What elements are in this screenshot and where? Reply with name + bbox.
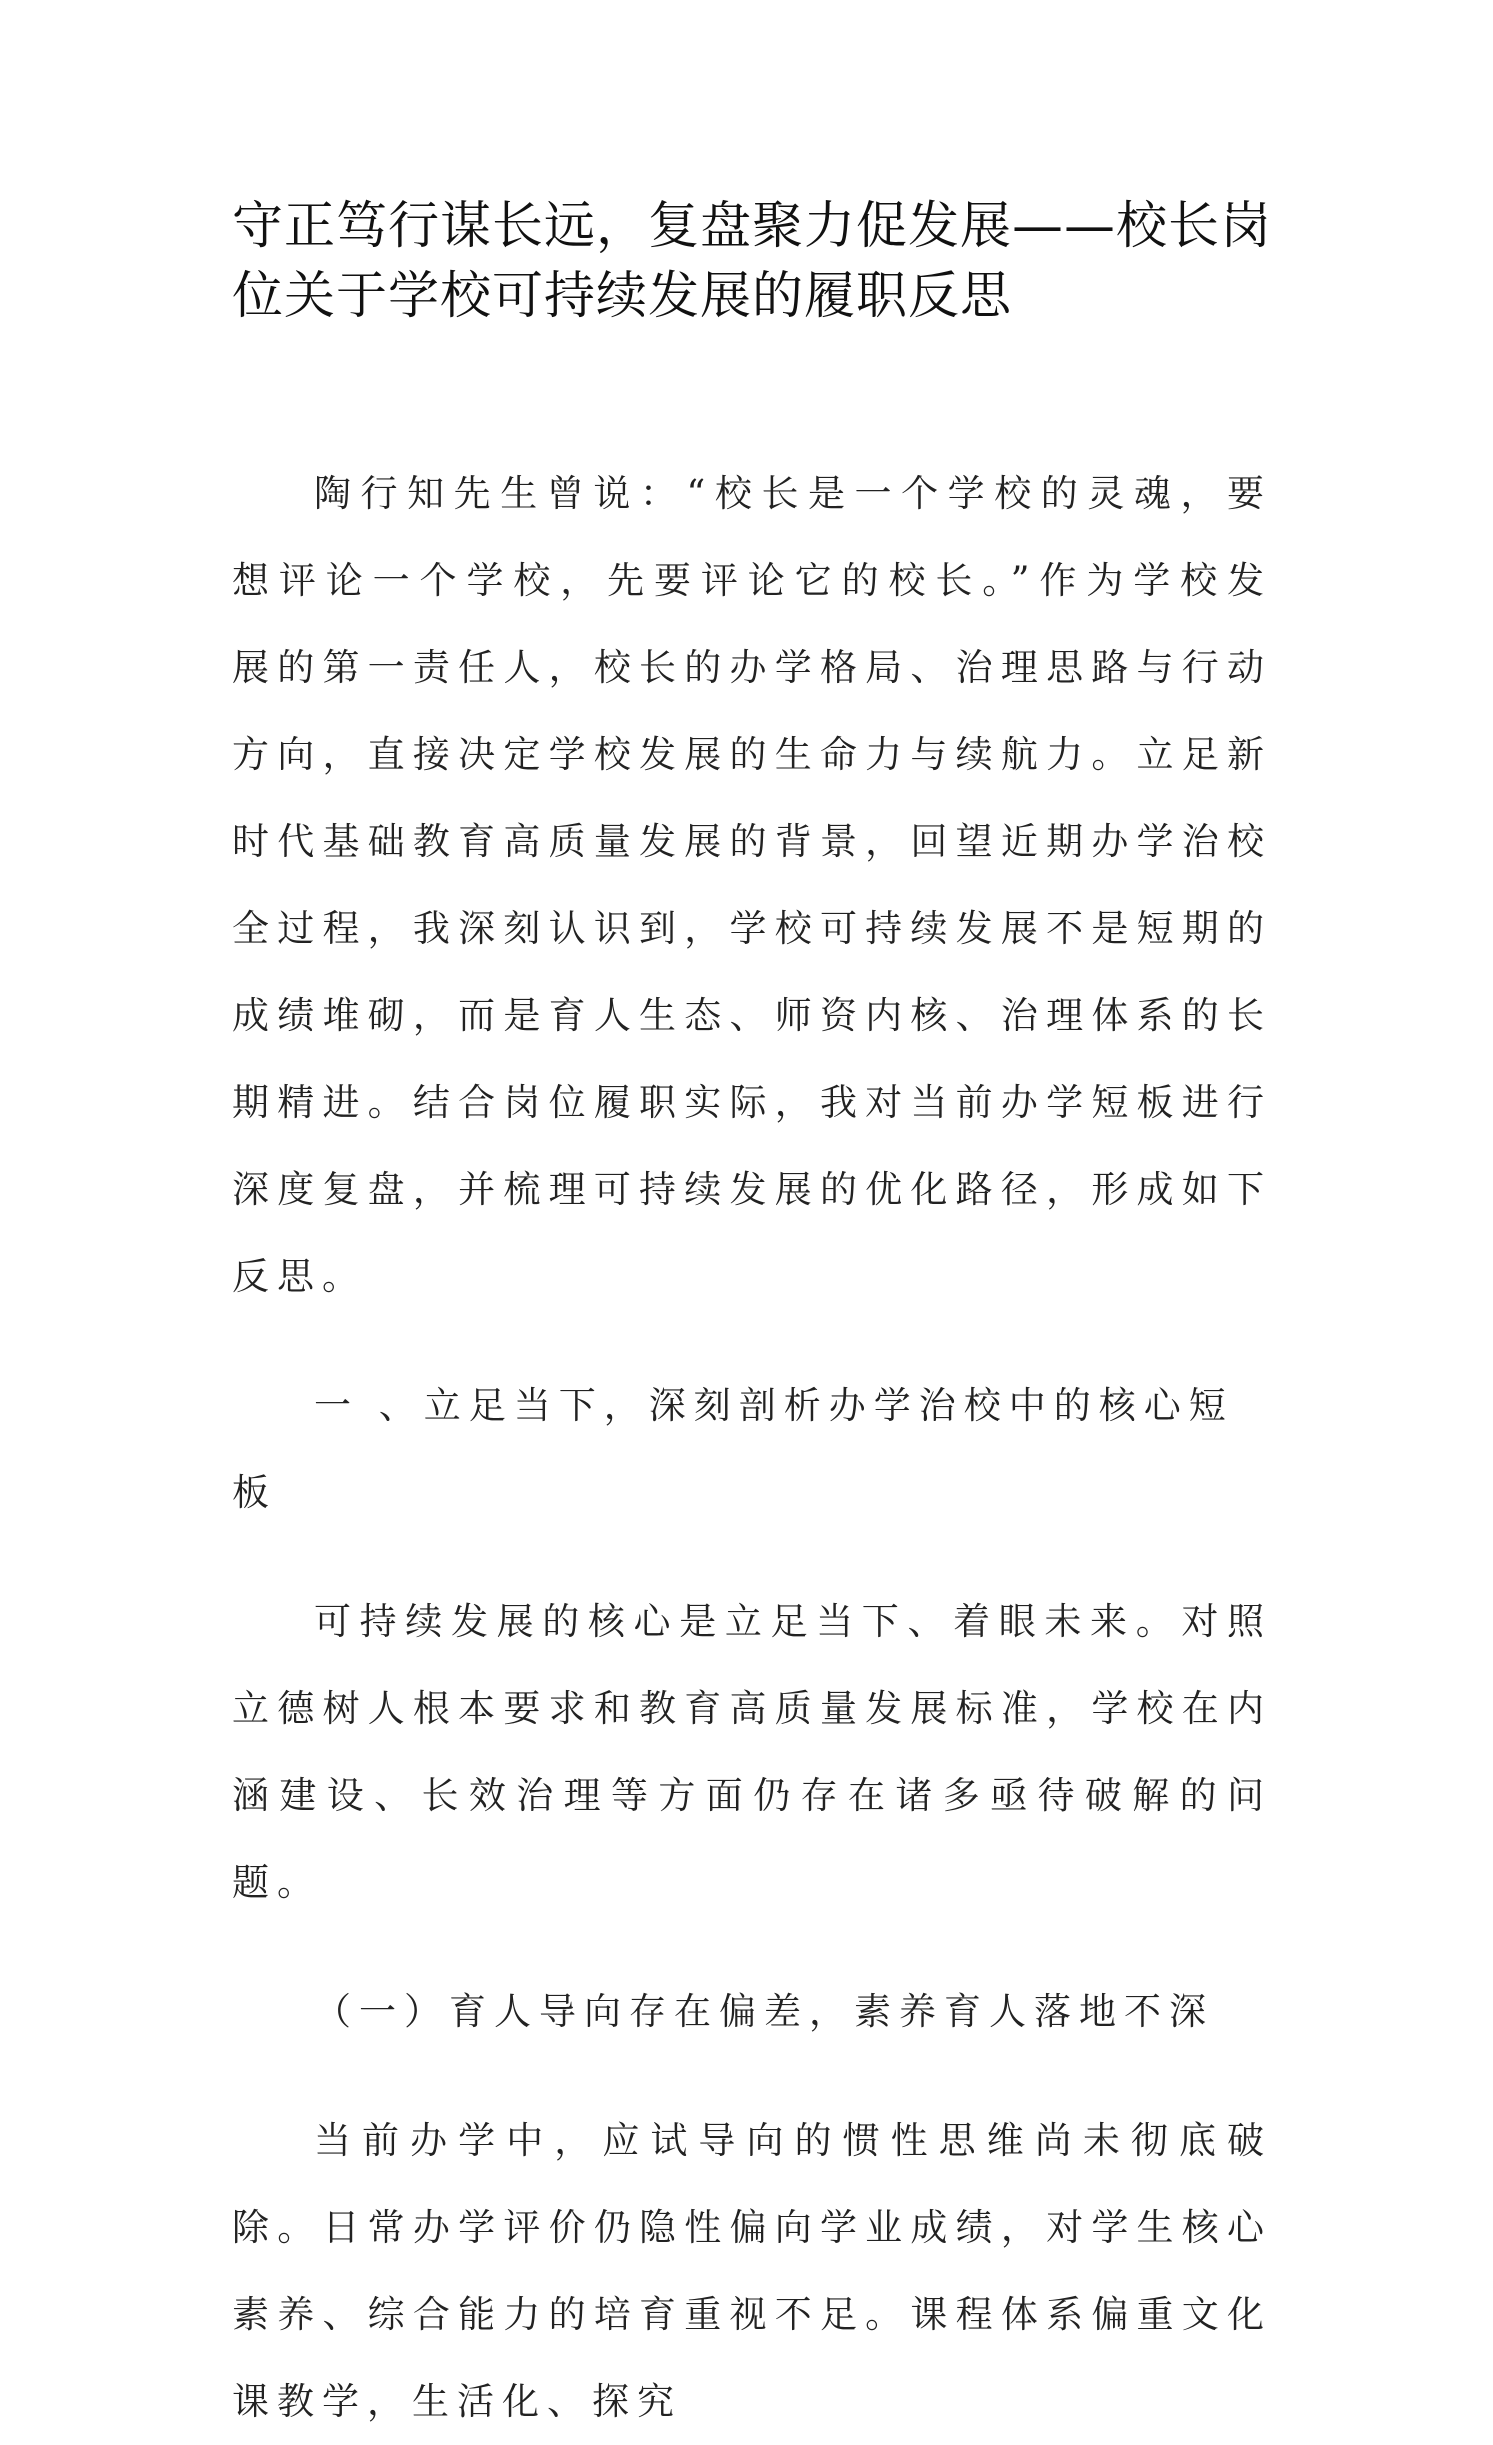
subsection-1-paragraph: 当前办学中，应试导向的惯性思维尚未彻底破除。日常办学评价仍隐性偏向学业成绩，对学生核心素养、综合能力的培育重视不足。课程体系偏重文化课教学，生活化、探究	[232, 2119, 1272, 2423]
document-title: 守正笃行谋长远，复盘聚力促发展——校长岗位关于学校可持续发展的履职反思	[232, 197, 1273, 326]
section-heading-1: 一 、立足当下，深刻剖析办学治校中的核心短板	[232, 1384, 1234, 1514]
section-1-paragraph: 可持续发展的核心是立足当下、着眼未来。对照立德树人根本要求和教育高质量发展标准，学校在内涵建设、长效治理等方面仍存在诸多亟待破解的问题。	[232, 1600, 1272, 1904]
intro-paragraph: 陶行知先生曾说：“校长是一个学校的灵魂，要想评论一个学校，先要评论它的校长。”作为学校发展的第一责任人，校长的办学格局、治理思路与行动方向，直接决定学校发展的生命力与续航力。立足新时代基础教育高质量发展的背景，回望近期办学治校全过程，我深刻认识到，学校可持续发展不是短期的成绩堆砌，而是育人生态、师资内核、治理体系的长期精进。结合岗位履职实际，我对当前办学短板进行深度复盘，并梳理可持续发展的优化路径，形成如下反思。	[232, 472, 1272, 1298]
subsection-heading-1: （一）育人导向存在偏差，素养育人落地不深	[314, 1990, 1214, 2033]
document-content	[232, 192, 1272, 2445]
